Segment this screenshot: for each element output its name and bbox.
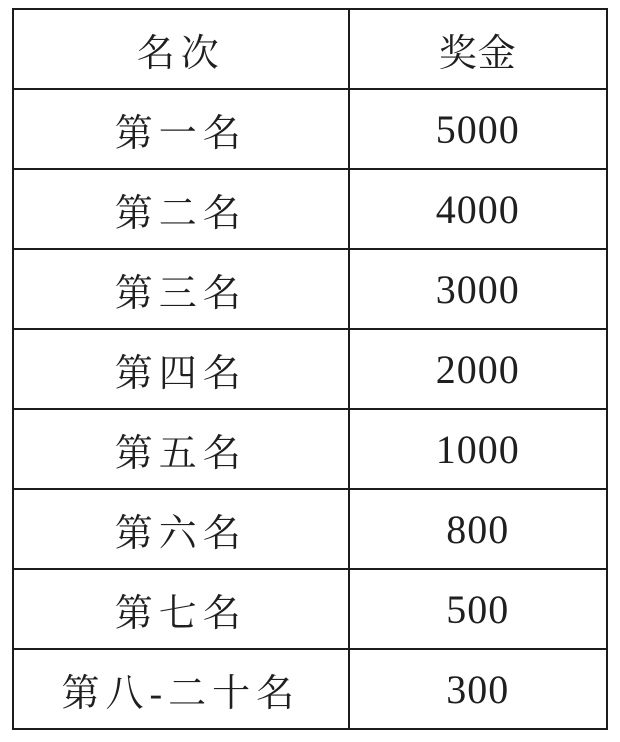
prize-cell: 300 xyxy=(349,649,607,729)
prize-table xyxy=(12,8,608,730)
header-rank: 名次 xyxy=(13,9,349,89)
rank-cell: 第三名 xyxy=(13,249,349,329)
rank-cell: 第七名 xyxy=(13,569,349,649)
table-row xyxy=(13,329,607,409)
rank-cell: 第六名 xyxy=(13,489,349,569)
rank-cell: 第二名 xyxy=(13,169,349,249)
prize-cell: 1000 xyxy=(349,409,607,489)
table-row xyxy=(13,569,607,649)
header-prize: 奖金 xyxy=(349,9,607,89)
prize-cell: 800 xyxy=(349,489,607,569)
table-row xyxy=(13,249,607,329)
rank-cell: 第一名 xyxy=(13,89,349,169)
prize-cell: 4000 xyxy=(349,169,607,249)
prize-cell: 3000 xyxy=(349,249,607,329)
table-row xyxy=(13,89,607,169)
table-row xyxy=(13,409,607,489)
table-row xyxy=(13,489,607,569)
rank-cell: 第四名 xyxy=(13,329,349,409)
prize-cell: 500 xyxy=(349,569,607,649)
header-row xyxy=(13,9,607,89)
prize-cell: 2000 xyxy=(349,329,607,409)
prize-table-container xyxy=(12,8,608,730)
table-row xyxy=(13,169,607,249)
rank-cell: 第八-二十名 xyxy=(13,649,349,729)
prize-cell: 5000 xyxy=(349,89,607,169)
table-row xyxy=(13,649,607,729)
rank-cell: 第五名 xyxy=(13,409,349,489)
